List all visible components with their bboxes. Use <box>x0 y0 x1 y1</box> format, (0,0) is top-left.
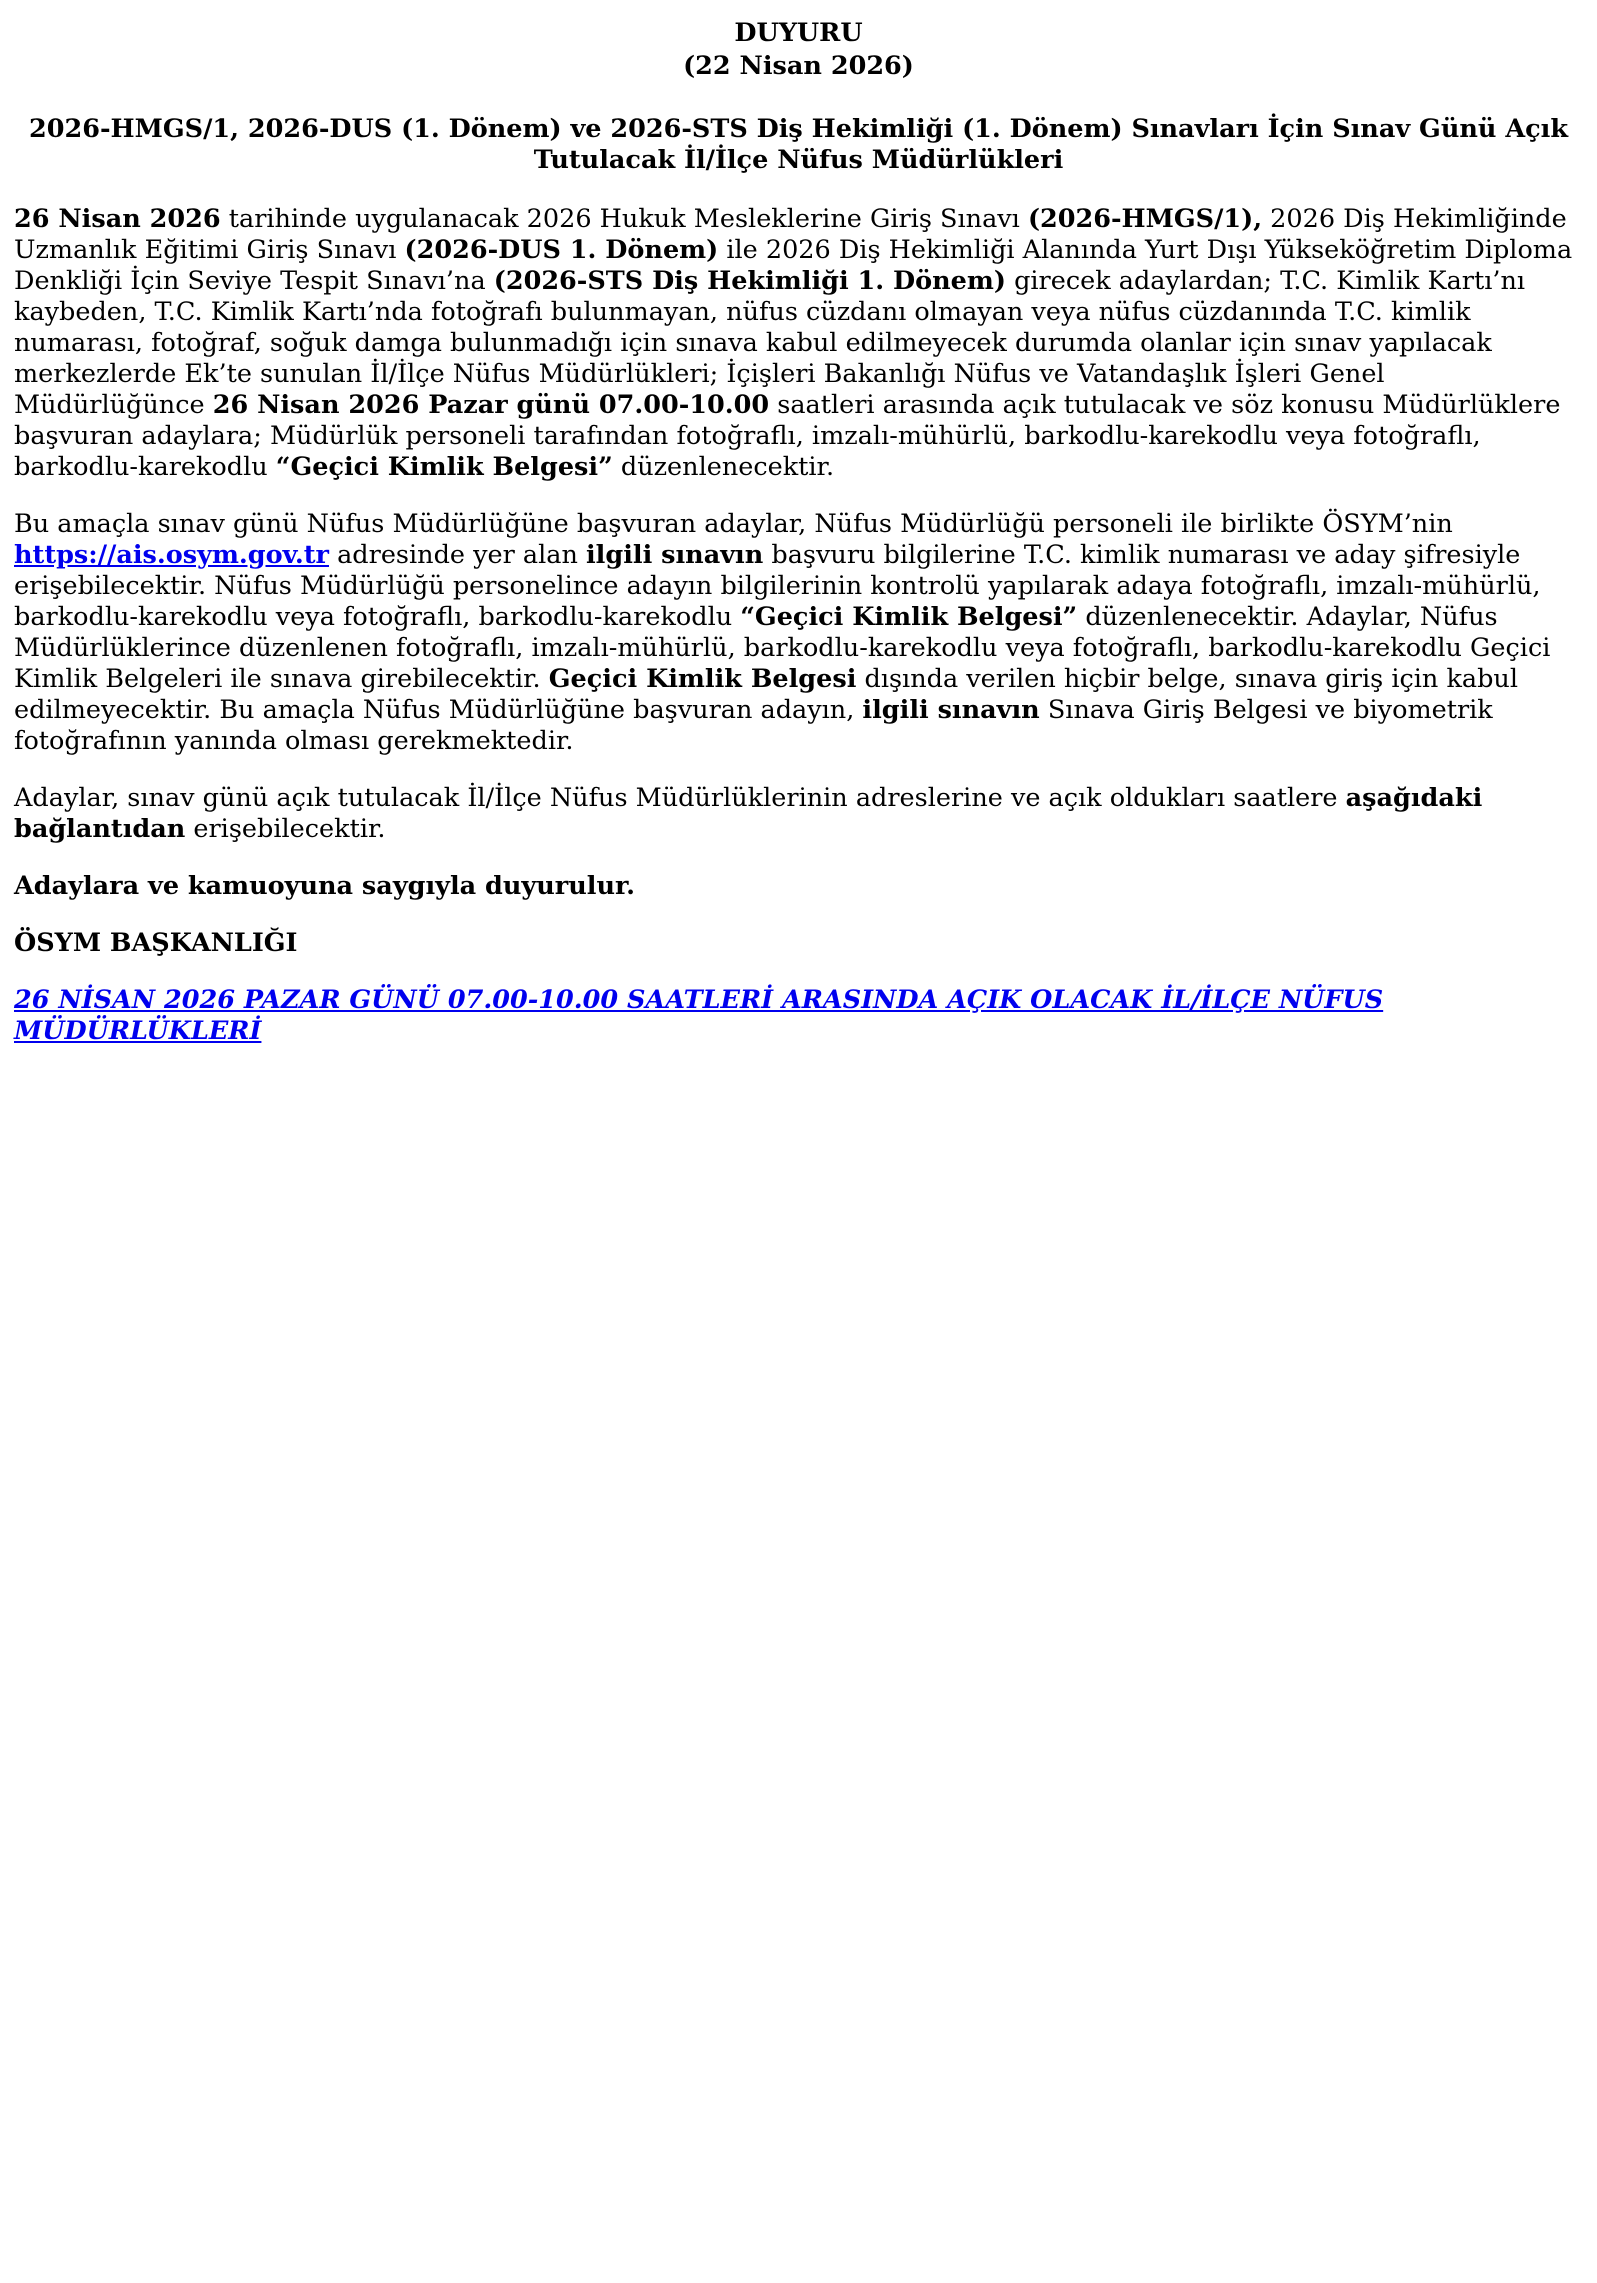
exam-code-hmgs: (2026-HMGS/1), <box>1027 204 1263 234</box>
paragraph-text: erişebilecektir. <box>185 814 386 844</box>
registry-offices-link[interactable]: 26 NİSAN 2026 PAZAR GÜNÜ 07.00-10.00 SAATLERİ ARASINDA AÇIK OLACAK İL/İLÇE NÜFUS MÜDÜRLÜKLERİ <box>14 985 1384 1046</box>
exam-date: 26 Nisan 2026 <box>14 204 221 234</box>
exam-code-sts: (2026-STS Diş Hekimliği 1. Dönem) <box>493 266 1006 296</box>
paragraph-text: düzenlenecektir. <box>612 452 835 482</box>
ais-link[interactable]: https://ais.osym.gov.tr <box>14 540 329 570</box>
paragraph-text: saatleri arasında açık tutulacak ve söz konusu Müdürlüklere başvuran adaylara; Müdürlük personeli tarafından fotoğraflı, imzalı-mühürlü, barkodlu-karekodlu veya fotoğraflı, barkodlu-karekodlu <box>14 390 1561 482</box>
paragraph-text: düzenlenecektir. Adaylar, Nüfus Müdürlüklerince düzenlenen fotoğraflı, imzalı-mühürlü, barkodlu-karekodlu veya fotoğraflı, barkodlu-karekodlu Geçici Kimlik Belgeleri ile sınava girebilecektir. <box>14 602 1551 694</box>
relevant-exam-term: ilgili sınavın <box>585 540 764 570</box>
paragraph-text: dışında verilen hiçbir belge, sınava giriş için kabul edilmeyecektir. Bu amaçla Nüfus Müdürlüğüne başvuran adayın, <box>14 664 1518 725</box>
open-hours: 26 Nisan 2026 Pazar günü 07.00-10.00 <box>212 390 770 420</box>
paragraph-text: Bu amaçla sınav günü Nüfus Müdürlüğüne başvuran adaylar, Nüfus Müdürlüğü personeli ile birlikte ÖSYM’nin <box>14 509 1453 539</box>
paragraph-text: tarihinde uygulanacak 2026 Hukuk Mesleklerine Giriş Sınavı <box>220 204 1028 234</box>
closing-statement: Adaylara ve kamuoyuna saygıyla duyurulur. <box>14 871 635 901</box>
temporary-id-term: “Geçici Kimlik Belgesi” <box>275 452 613 482</box>
announcement-label: DUYURU <box>734 18 863 48</box>
temporary-id-term: “Geçici Kimlik Belgesi” <box>740 602 1078 632</box>
temporary-id-term: Geçici Kimlik Belgesi <box>548 664 857 694</box>
announcement-title: 2026-HMGS/1, 2026-DUS (1. Dönem) ve 2026-STS Diş Hekimliği (1. Dönem) Sınavları İçin Sınav Günü Açık Tutulacak İl/İlçe Nüfus Müdürlükleri <box>29 114 1568 175</box>
paragraph-text: adresinde yer alan <box>329 540 586 570</box>
paragraph-text: girecek adaylardan; T.C. Kimlik Kartı’nı kaybeden, T.C. Kimlik Kartı’nda fotoğrafı bulunmayan, nüfus cüzdanı olmayan veya nüfus cüzdanında T.C. kimlik numarası, fotoğraf, soğuk damga bulunmadığı için sınava kabul edilmeyecek durumda olanlar için sınav yapılacak merkezlerde Ek’te sunulan İl/İlçe Nüfus Müdürlükleri; İçişleri Bakanlığı Nüfus ve Vatandaşlık İşleri Genel Müdürlüğünce <box>14 266 1526 420</box>
announcement-page <box>0 0 1597 1047</box>
paragraph-text: Sınava Giriş Belgesi ve biyometrik fotoğrafının yanında olması gerekmektedir. <box>14 695 1493 756</box>
signature: ÖSYM BAŞKANLIĞI <box>14 928 298 958</box>
paragraph-text: Adaylar, sınav günü açık tutulacak İl/İlçe Nüfus Müdürlüklerinin adreslerine ve açık oldukları saatlere <box>14 783 1346 813</box>
exam-code-dus: (2026-DUS 1. Dönem) <box>404 235 719 265</box>
paragraph-addresses <box>14 783 1583 845</box>
paragraph-text: başvuru bilgilerine T.C. kimlik numarası ve aday şifresiyle erişebilecektir. Nüfus Müdürlüğü personelince adayın bilgilerinin kontrolü yapılarak adaya fotoğraflı, imzalı-mühürlü, barkodlu-karekodlu veya fotoğraflı, barkodlu-karekodlu <box>14 540 1541 632</box>
footer-paragraph <box>14 985 1583 1047</box>
link-reference: aşağıdaki bağlantıdan <box>14 783 1483 844</box>
paragraph-intro <box>14 204 1583 483</box>
announcement-date: (22 Nisan 2026) <box>683 51 914 81</box>
paragraph-text: ile 2026 Diş Hekimliği Alanında Yurt Dışı Yükseköğretim Diploma Denkliği İçin Seviye Tespit Sınavı’na <box>14 235 1573 296</box>
paragraph-text: 2026 Diş Hekimliğinde Uzmanlık Eğitimi Giriş Sınavı <box>14 204 1567 265</box>
paragraph-procedure <box>14 509 1583 757</box>
relevant-exam-term: ilgili sınavın <box>862 695 1040 725</box>
